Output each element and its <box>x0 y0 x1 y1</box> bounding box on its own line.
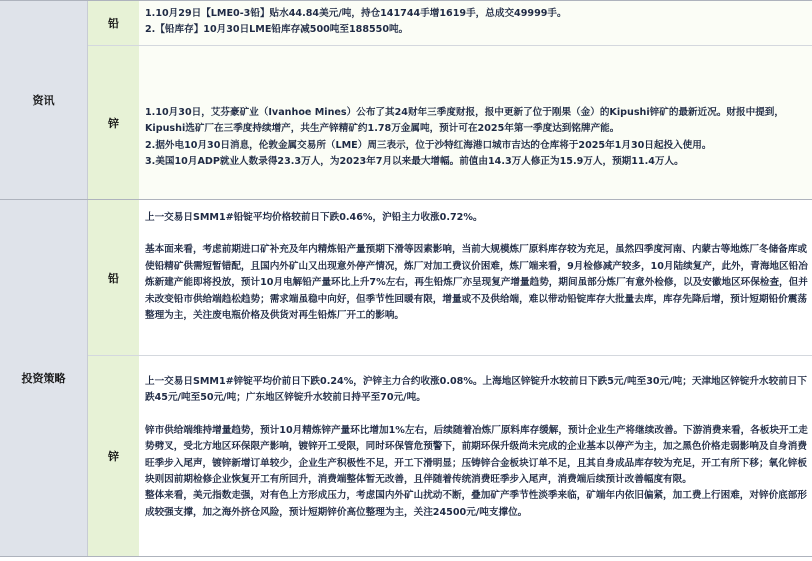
section-label-news <box>0 1 88 199</box>
news-zinc-item-1: 1.10月30日，艾芬豪矿业（Ivanhoe Mines）公布了其24财年三季度财报，报中更新了位于刚果（金）的Kipushi锌矿的最新近况。财报中提到，Kipushi选矿厂在三季度持续增产，共生产锌精矿约1.78万金属吨，预计可在2025年第一季度达到铭牌产能。 <box>145 107 784 135</box>
news-lead-line-2: 2.【铅库存】10月30日LME铅库存减500吨至188550吨。 <box>145 24 409 36</box>
strategy-label: 投资策略 <box>21 372 66 385</box>
section-label-strategy <box>0 200 88 556</box>
strategy-zinc-content <box>139 356 812 556</box>
news-zinc-item-2: 2.据外电10月30日消息，伦敦金属交易所（LME）周三表示，位于沙特红海港口城市吉达的仓库将于2025年1月30日起投入使用。 <box>145 139 712 151</box>
strategy-lead-analysis: 基本面来看，考虑前期进口矿补充及年内精炼铅产量预期下滑等因素影响，当前大规模炼厂原料库存较为充足，虽然四季度河南、内蒙古等地炼厂冬储备库或使铅精矿供需短暂错配，且国内外矿山又出现意外停产情况，炼厂对加工费议价困难，炼厂端来看，9月检修减产较多，10月陆续复产，此外，青海地区铅冶炼新建产能即将投放，预计10月电解铅产量环比上升7%左右，再生铅炼厂亦呈现复产增量趋势，期间虽部分炼厂有意外检修，以及安徽地区环保检查，但并未改变铅市供给端趋松趋势；需求端虽稳中向好，但季节性回暖有限，增量或不及供给端，难以带动铅锭库存大批量去库，库存先降后增，预计短期铅价震荡整理为主，关注废电瓶价格及供货对再生铅炼厂开工的影响。 <box>145 244 808 322</box>
news-lead-metal-cell <box>88 1 139 45</box>
news-label: 资讯 <box>32 94 55 107</box>
strategy-zinc-summary: 上一交易日SMM1#锌锭平均价前日下跌0.24%，沪锌主力合约收涨0.08%。上海地区锌锭升水较前日下跌5元/吨至30元/吨；天津地区锌锭升水较前日下跌45元/吨至50元/吨；广东地区锌锭升水较前日持平至70元/吨。 <box>145 376 807 404</box>
strategy-zinc-analysis: 锌市供给端维持增量趋势，预计10月精炼锌产量环比增加1%左右，后续随着冶炼厂原料库存缓解，预计企业生产将继续改善。下游消费来看，各板块开工走势劈叉，受北方地区环保限产影响，镀锌开工受限，同时环保管危预警下，前期环保升级尚未完成的企业基本以停产为主，加之黑色价格走弱影响及自身消费旺季步入尾声，镀锌新增订单较少，企业生产积极性不足，开工下滑明显；压铸锌合金板块订单不足，且其自身成品库存较为充足，开工有所下移；氧化锌板块则因前期检修企业恢复开工有所回升，消费端整体暂无改善，且伴随着传统消费旺季步入尾声，消费端后续预计改善幅度有限。 <box>145 424 808 486</box>
strategy-lead-label: 铅 <box>108 271 119 285</box>
strategy-lead-summary: 上一交易日SMM1#铅锭平均价格较前日下跌0.46%，沪铅主力收涨0.72%。 <box>145 212 483 223</box>
news-lead-label: 铅 <box>108 17 119 30</box>
strategy-lead-content <box>139 200 812 355</box>
news-lead-content <box>139 1 812 45</box>
strategy-zinc-outlook: 整体来看，美元指数走强，对有色上方形成压力，考虑国内外矿山扰动不断，叠加矿产季节性淡季来临，矿端年内依旧偏紧，加工费上行困难，对锌价底部形成较强支撑，加之海外挤仓风险，预计短期锌价高位整理为主，关注24500元/吨支撑位。 <box>145 490 807 518</box>
news-zinc-item-3: 3.美国10月ADP就业人数录得23.3万人，为2023年7月以来最大增幅。前值由14.3万人修正为15.9万人，预期11.4万人。 <box>145 156 684 168</box>
strategy-zinc-metal-cell <box>88 356 139 556</box>
news-zinc-metal-cell <box>88 46 139 199</box>
news-zinc-label: 锌 <box>108 116 119 130</box>
table-border-bottom <box>0 556 812 557</box>
strategy-zinc-label: 锌 <box>108 450 119 463</box>
news-zinc-content <box>139 46 812 199</box>
strategy-lead-metal-cell <box>88 200 139 355</box>
news-lead-line-1: 1.10月29日【LME0-3铅】贴水44.84美元/吨，持仓141744手增1619手，总成交49999手。 <box>145 8 567 19</box>
